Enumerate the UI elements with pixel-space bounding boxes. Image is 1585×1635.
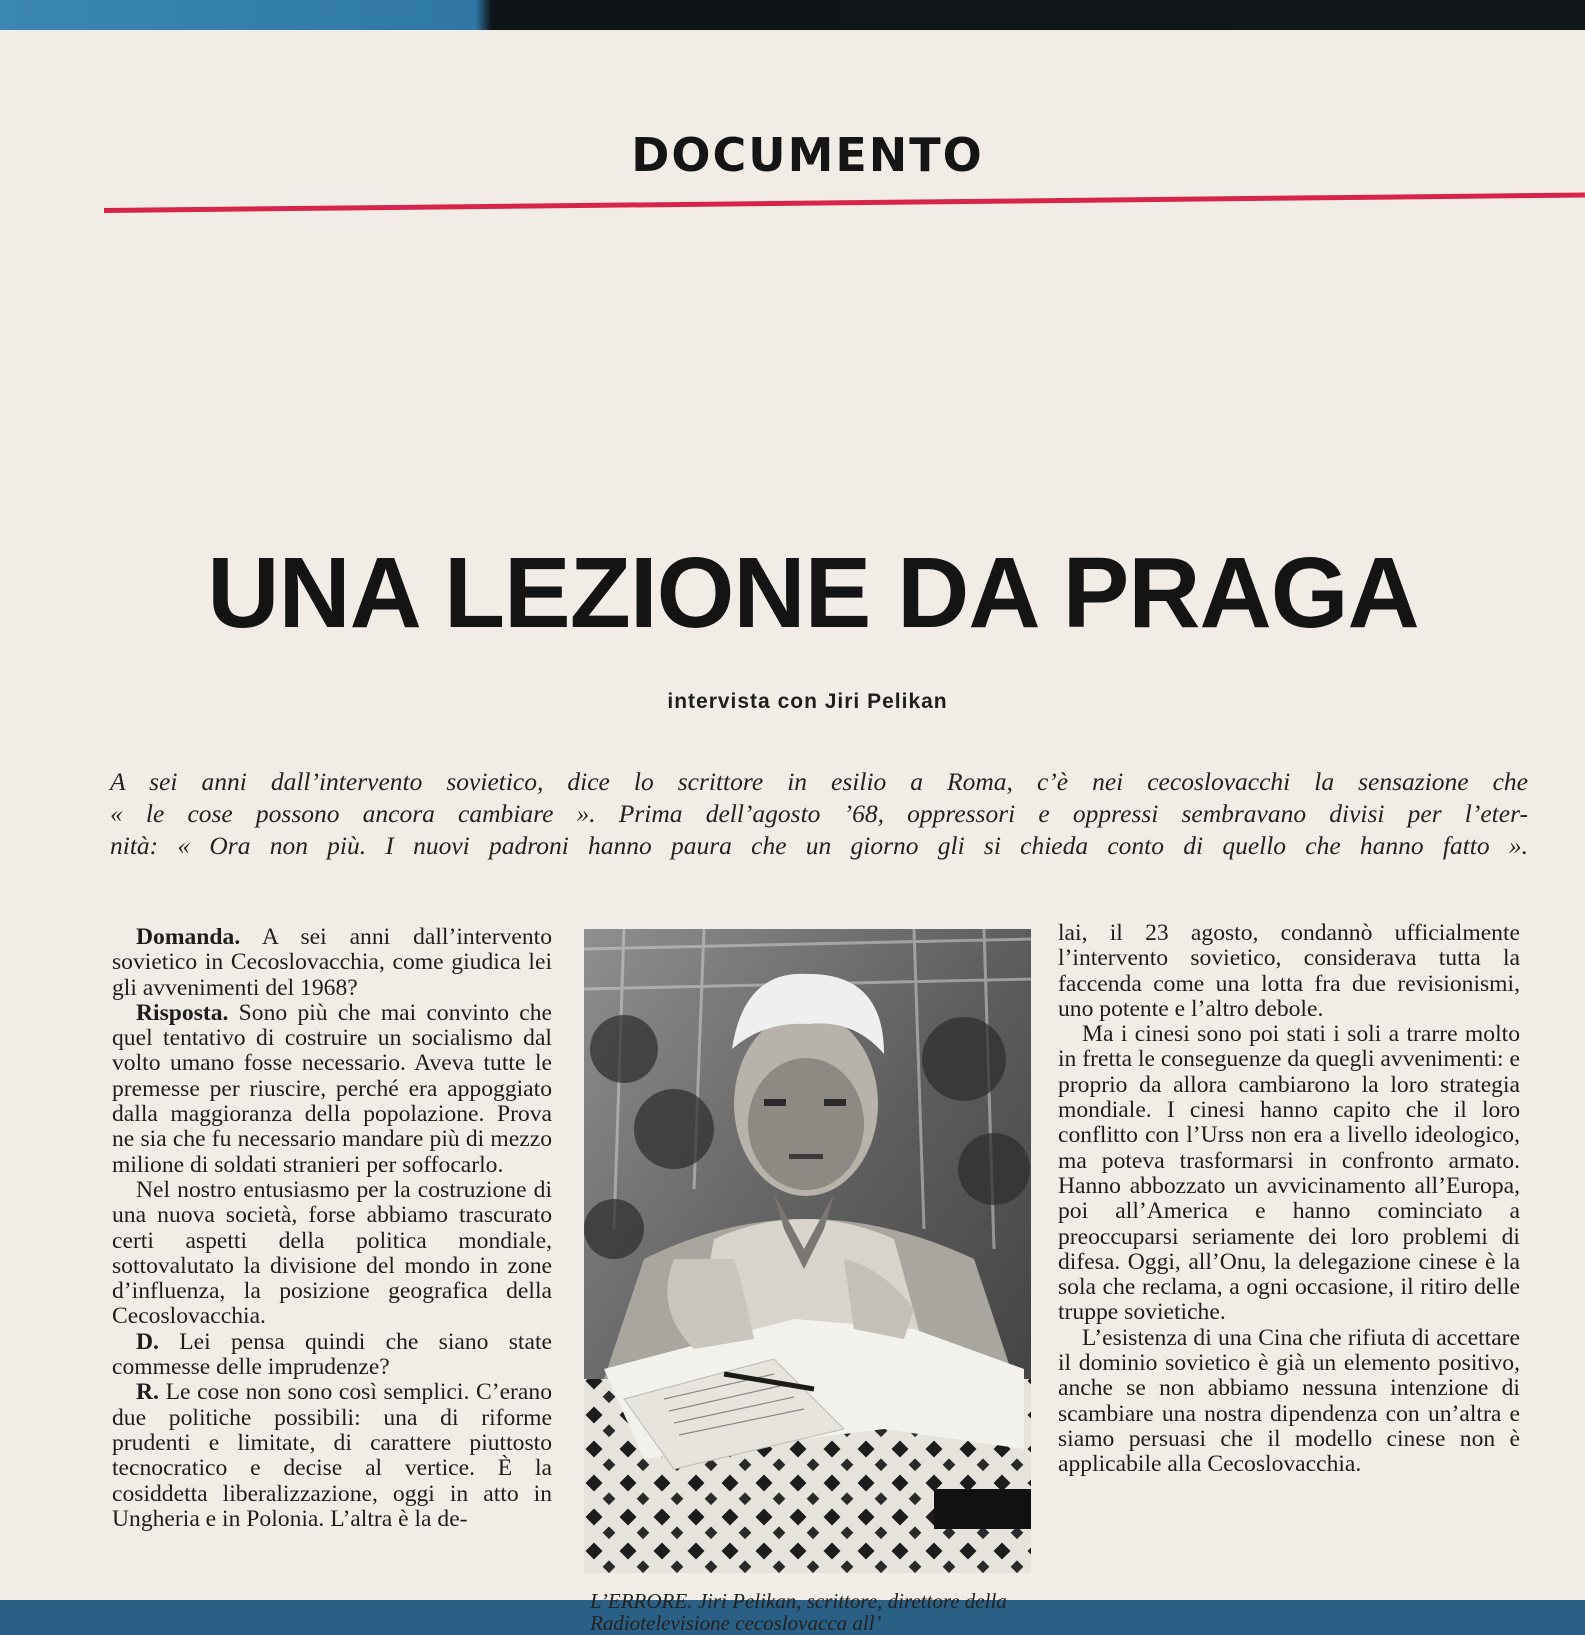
paragraph — [112, 1380, 552, 1532]
paragraph-text: L’esistenza di una Cina che rifiuta di accettare il dominio sovietico è già un elemento positivo, anche se non abbiamo nessuna intenzione di scambiare una nostra dipendenza con un’altra e siamo persuasi che il modello cinese non è applicabile alla Cecoslovacchia. — [1058, 1324, 1520, 1478]
headline: UNA LEZIONE DA PRAGA — [207, 537, 1419, 649]
magazine-page — [0, 30, 1585, 1635]
paragraph-text: lai, il 23 agosto, condannò ufficialmente l’intervento sovietico, considerava tutta la faccenda come una lotta fra due revisionismi, uno potente e l’altro debole. — [1058, 920, 1520, 1022]
paragraph-text: Ma i cinesi sono poi stati i soli a trarre molto in fretta le conseguenze da quegli avvenimenti: e proprio da allora cambiarono la loro strategia mondiale. I cinesi hanno capito che il loro conflitto con l’Urss non era a livello ideologico, ma poteva trasformarsi in confronto armato. Hanno abbozzato un avvicinamento all’Europa, poi all’America e hanno cominciato a preoccuparsi seriamente dei loro problemi di difesa. Oggi, all’Onu, la delegazione cinese è la sola che reclama, a ogni occasione, il ritiro delle truppe sovietiche. — [1058, 1021, 1520, 1326]
right-column — [1058, 921, 1520, 1478]
paragraph — [112, 1178, 552, 1330]
lead-line: A sei anni dall’intervento sovietico, dice lo scrittore in esilio a Roma, c’è nei cecoslovacchi la sensazione che — [110, 767, 1528, 796]
paragraph-text: Le cose non sono così semplici. C’erano due politiche possibili: una di riforme prudenti e limitate, di carattere piuttosto tecnocratico e decise al vertice. È la cosiddetta liberalizzazione, oggi in atto in Ungheria e in Polonia. L’altra è la de- — [112, 1379, 552, 1532]
section-label: DOCUMENTO — [631, 128, 984, 182]
paragraph — [1058, 1022, 1520, 1326]
red-rule-divider — [104, 192, 1585, 213]
paragraph-text: Nel nostro entusiasmo per la costruzione di una nuova società, forse abbiamo trascurato certi aspetti della politica mondiale, sottovalutato la divisione del mondo in zone d’influenza, la posizione geografica della Cecoslovacchia. — [112, 1176, 552, 1330]
paragraph — [1058, 921, 1520, 1022]
lead-line: « le cose possono ancora cambiare ». Prima dell’agosto ’68, oppressori e oppressi sembravano divisi per l’eter- — [110, 799, 1528, 828]
portrait-photo-icon — [584, 929, 1031, 1573]
question-label: Domanda. — [136, 924, 241, 950]
paragraph-text: Sono più che mai convinto che quel tentativo di costruire un socialismo dal volto umano fosse necessario. Aveva tutte le premesse per riuscire, perché era appoggiato dalla maggioranza della popolazione. Prova ne sia che fu necessario mandare più di mezzo milione di soldati stranieri per soffocarlo. — [112, 999, 552, 1178]
answer-label: Risposta. — [136, 999, 229, 1026]
paragraph — [112, 925, 552, 1001]
portrait-photo — [584, 929, 1031, 1573]
left-column — [112, 925, 552, 1532]
byline: intervista con Jiri Pelikan — [667, 690, 948, 713]
paragraph — [112, 1330, 552, 1381]
photo-caption: L’ERRORE. Jiri Pelikan, scrittore, direttore della Radiotelevisione cecoslovacca all’ — [590, 1589, 1007, 1635]
paragraph — [1058, 1326, 1520, 1478]
lead-line: nità: « Ora non più. I nuovi padroni hanno paura che un giorno gli si chieda conto di quello che hanno fatto ». — [110, 831, 1528, 860]
question-label: D. — [136, 1328, 159, 1355]
lead-paragraph — [110, 766, 1528, 862]
paragraph-text: Lei pensa quindi che siano state commesse delle imprudenze? — [112, 1328, 552, 1381]
paragraph-text: A sei anni dall’intervento sovietico in Cecoslovacchia, come giudica lei gli avvenimenti del 1968? — [112, 924, 552, 1001]
answer-label: R. — [136, 1379, 159, 1406]
paragraph — [112, 1001, 552, 1178]
